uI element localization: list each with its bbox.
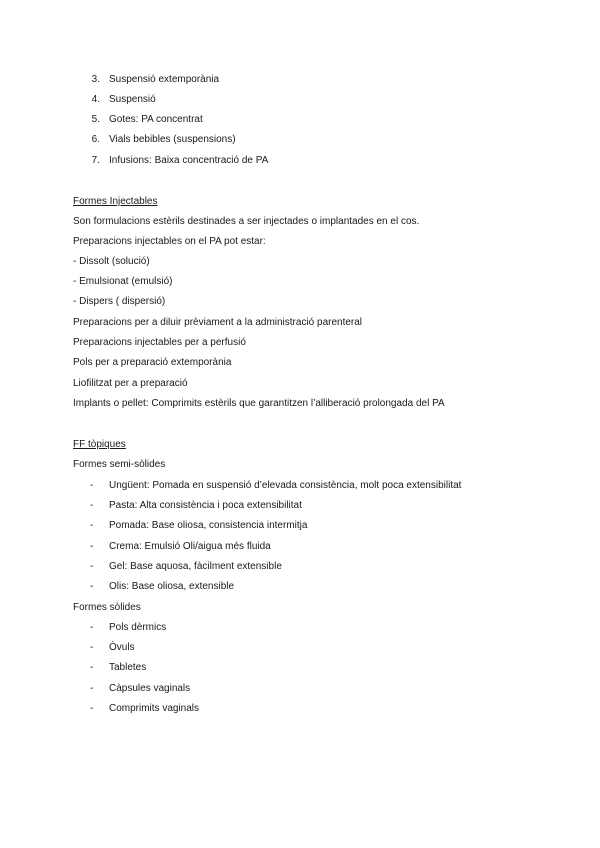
list-text: Suspensió extemporània <box>109 74 220 85</box>
dash-bullet: - <box>90 500 94 511</box>
list-text: Suspensió <box>109 94 156 105</box>
list-text: Vials bebibles (suspensions) <box>109 134 236 145</box>
bullet-text: Òvuls <box>109 642 135 653</box>
list-text: Infusions: Baixa concentració de PA <box>109 155 269 166</box>
dash-bullet: - <box>90 683 94 694</box>
paragraph-line: - Emulsionat (emulsió) <box>73 276 173 287</box>
dash-bullet: - <box>90 703 94 714</box>
paragraph-line: Pols per a preparació extemporània <box>73 357 232 368</box>
paragraph-line: Preparacions injectables per a perfusió <box>73 337 246 348</box>
paragraph-line: Preparacions injectables on el PA pot estar: <box>73 236 266 247</box>
subsection-label-semisolid: Formes semi-sòlides <box>73 459 166 470</box>
dash-bullet: - <box>90 520 94 531</box>
bullet-text: Gel: Base aquosa, fàcilment extensible <box>109 561 282 572</box>
dash-bullet: - <box>90 662 94 673</box>
list-number: 7. <box>91 155 100 166</box>
subsection-label-solid: Formes sòlides <box>73 602 141 613</box>
paragraph-line: - Dissolt (solució) <box>73 256 150 267</box>
dash-bullet: - <box>90 541 94 552</box>
list-number: 4. <box>91 94 100 105</box>
list-number: 3. <box>91 74 100 85</box>
bullet-text: Olis: Base oliosa, extensible <box>109 581 235 592</box>
paragraph-line: Son formulacions estèrils destinades a ser injectades o implantades en el cos. <box>73 216 420 227</box>
list-number: 6. <box>91 134 100 145</box>
bullet-text: Comprimits vaginals <box>109 703 200 714</box>
list-text: Gotes: PA concentrat <box>109 114 203 125</box>
bullet-text: Pasta: Alta consistència i poca extensibilitat <box>109 500 302 511</box>
dash-bullet: - <box>90 642 94 653</box>
dash-bullet: - <box>90 581 94 592</box>
paragraph-line: Preparacions per a diluir prèviament a la administració parenteral <box>73 317 363 328</box>
bullet-text: Crema: Emulsió Oli/aigua més fluida <box>109 541 271 552</box>
dash-bullet: - <box>90 561 94 572</box>
bullet-text: Tabletes <box>109 662 147 673</box>
list-number: 5. <box>91 114 100 125</box>
dash-bullet: - <box>90 622 94 633</box>
section-heading-topiques: FF tòpiques <box>73 439 126 450</box>
section-heading-injectables: Formes Injectables <box>73 196 158 207</box>
paragraph-line: - Dispers ( dispersió) <box>73 296 166 307</box>
bullet-text: Càpsules vaginals <box>109 683 191 694</box>
bullet-text: Pols dèrmics <box>109 622 167 633</box>
bullet-text: Ungüent: Pomada en suspensió d’elevada consistència, molt poca extensibilitat <box>109 480 462 491</box>
paragraph-line: Implants o pellet: Comprimits estèrils que garantitzen l’alliberació prolongada del PA <box>73 398 445 409</box>
dash-bullet: - <box>90 480 94 491</box>
paragraph-line: Liofilitzat per a preparació <box>73 378 188 389</box>
bullet-text: Pomada: Base oliosa, consistencia intermitja <box>109 520 308 531</box>
